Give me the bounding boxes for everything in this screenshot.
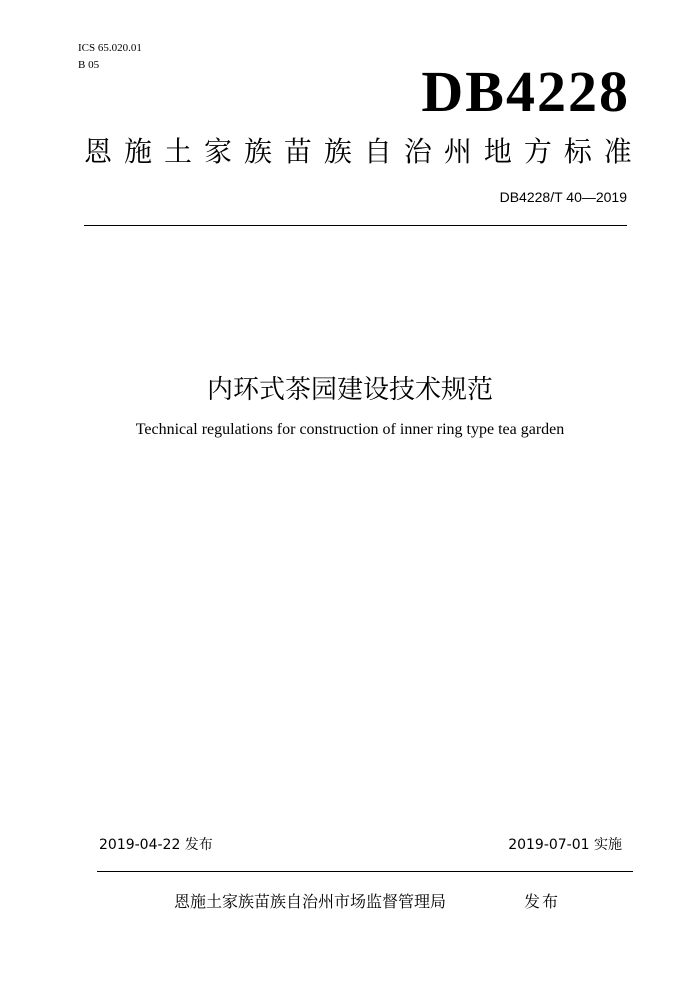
authority-title-char: 标 [563,135,592,168]
document-title-cn: 内环式茶园建设技术规范 [206,375,493,405]
issue-date: 2019-04-22 发布 [99,837,213,853]
authority-title-char: 治 [403,135,432,168]
authority-title-char: 州 [443,135,472,168]
implement-date: 2019-07-01 实施 [508,837,622,853]
authority-title-char: 苗 [283,135,312,168]
issuer-name: 恩施土家族苗族自治州市场监督管理局 [174,892,447,911]
authority-title-char: 家 [203,135,232,168]
issuer-suffix: 发布 [524,892,561,911]
authority-title-char: 自 [363,135,392,168]
ics-code: ICS 65.020.01 [78,42,142,54]
authority-title-char: 地 [483,135,512,168]
authority-title-char: 施 [123,135,152,168]
authority-title-char: 族 [323,135,352,168]
authority-title [84,133,632,171]
authority-title-char: 族 [243,135,272,168]
standard-code-heading: DB4228 [421,59,630,124]
authority-title-char: 方 [523,135,552,168]
document-title-en: Technical regulations for construction of inner ring type tea garden [135,421,565,438]
authority-title-char: 恩 [84,135,113,168]
bottom-divider [97,871,633,872]
authority-title-char: 土 [163,135,192,168]
authority-title-char: 准 [603,135,632,168]
top-divider [84,225,627,226]
ccs-code: B 05 [78,59,100,71]
standard-number: DB4228/T 40—2019 [499,189,627,205]
